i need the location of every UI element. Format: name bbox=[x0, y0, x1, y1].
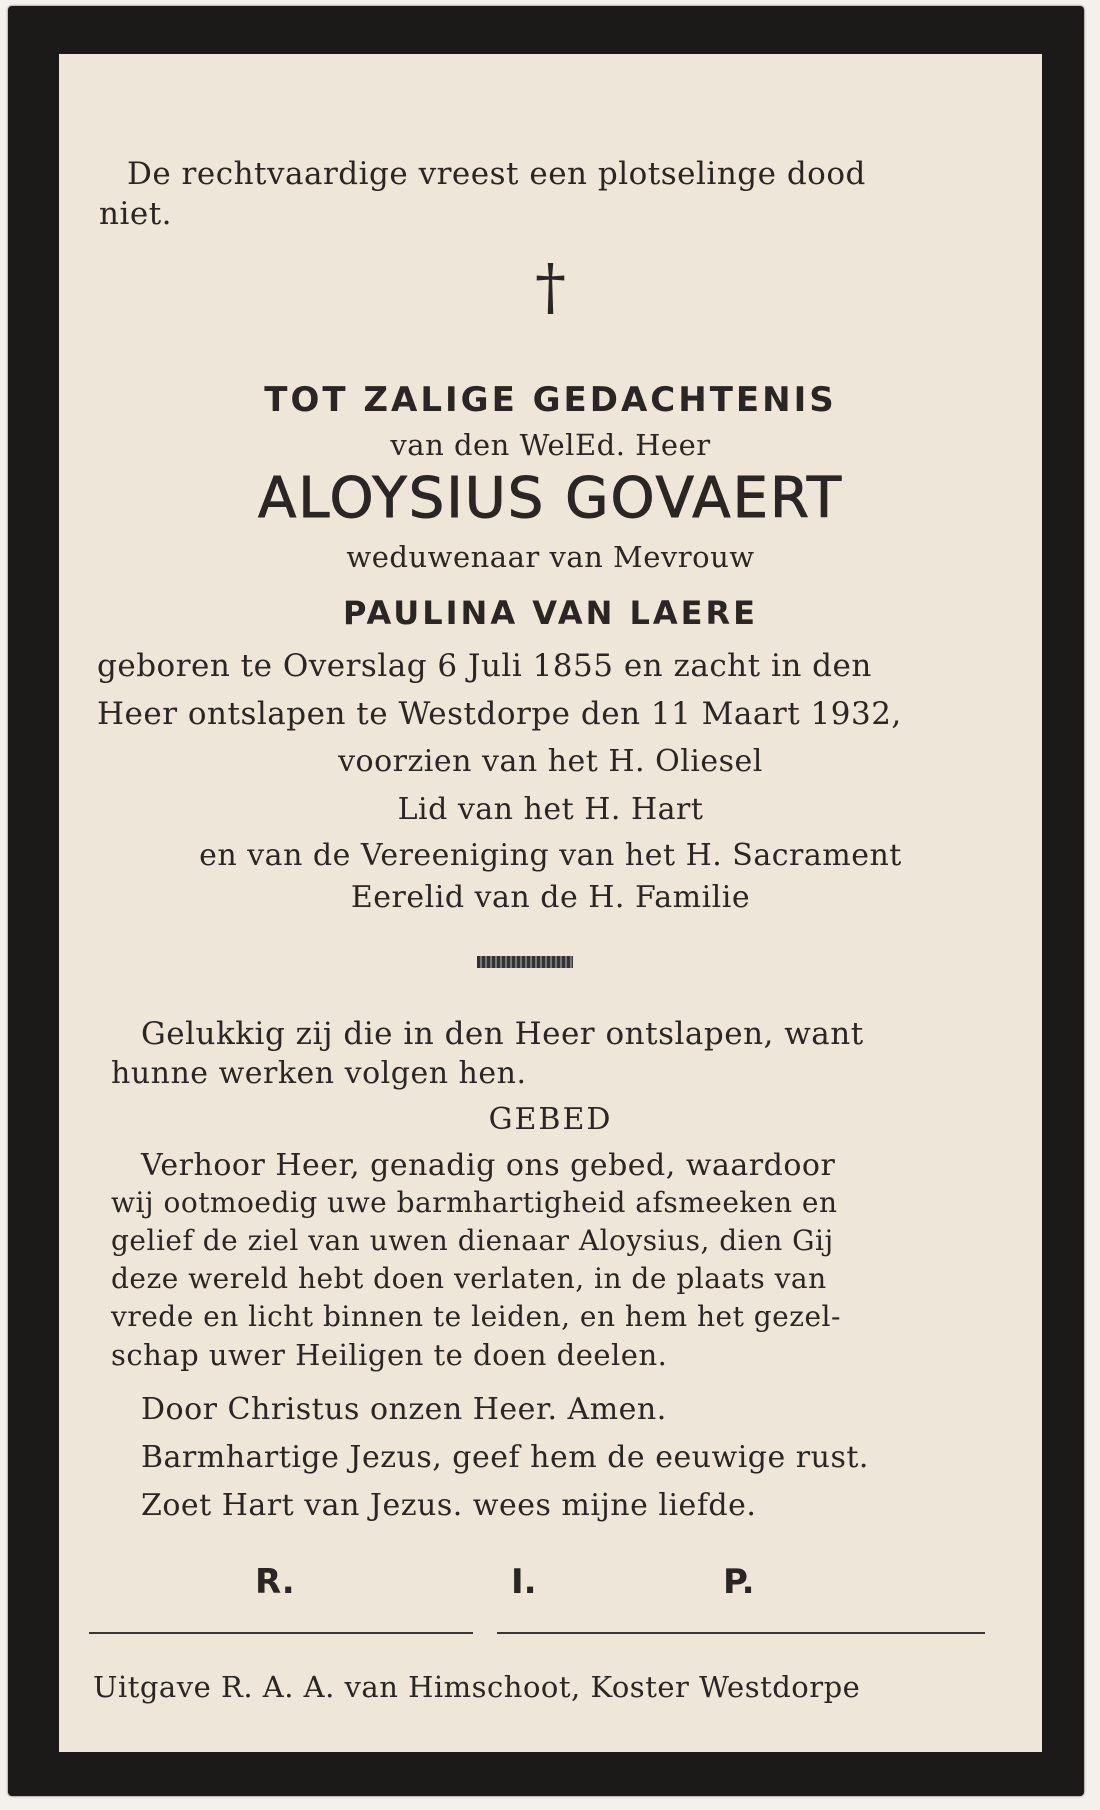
rip-r: R. bbox=[255, 1562, 295, 1602]
heading: TOT ZALIGE GEDACHTENIS bbox=[264, 380, 837, 420]
closing-line-1: Door Christus onzen Heer. Amen. bbox=[141, 1392, 667, 1427]
publisher-line: Uitgave R. A. A. van Himschoot, Koster Westdorpe bbox=[93, 1670, 861, 1704]
prayer-line-1: Verhoor Heer, genadig ons gebed, waardoor bbox=[141, 1148, 836, 1183]
verse-line-2: hunne werken volgen hen. bbox=[111, 1056, 527, 1091]
prayer-line-6: schap uwer Heiligen te doen deelen. bbox=[111, 1338, 668, 1372]
prayer-line-2: wij ootmoedig uwe barmhartigheid afsmeeken en bbox=[111, 1186, 838, 1219]
prayer-line-3: gelief de ziel van uwen dienaar Aloysius, dien Gij bbox=[111, 1224, 834, 1257]
verse-line-1: Gelukkig zij die in den Heer ontslapen, want bbox=[141, 1016, 864, 1052]
closing-line-3: Zoet Hart van Jezus. wees mijne liefde. bbox=[141, 1488, 757, 1523]
ornament-divider bbox=[477, 956, 573, 968]
spouse-name: PAULINA VAN LAERE bbox=[342, 594, 759, 632]
prayer-title: GEBED bbox=[488, 1102, 613, 1137]
prayer-line-4: deze wereld hebt doen verlaten, in de plaats van bbox=[111, 1262, 827, 1295]
bio-line-1: geboren te Overslag 6 Juli 1855 en zacht in den bbox=[97, 648, 872, 684]
cross-icon: † bbox=[535, 250, 566, 323]
rip-p: P. bbox=[723, 1562, 755, 1602]
card-paper bbox=[59, 54, 1042, 1752]
rip-i: I. bbox=[511, 1562, 537, 1602]
deceased-name: ALOYSIUS GOVAERT bbox=[257, 466, 844, 531]
memorial-card bbox=[8, 6, 1084, 1796]
relation: weduwenaar van Mevrouw bbox=[346, 540, 755, 574]
closing-line-2: Barmhartige Jezus, geef hem de eeuwige rust. bbox=[141, 1440, 869, 1475]
bio-line-5: en van de Vereeniging van het H. Sacrament bbox=[199, 838, 902, 873]
footer-rule-right bbox=[497, 1632, 985, 1634]
motto-line-1: De rechtvaardige vreest een plotselinge dood bbox=[127, 156, 866, 192]
bio-line-3: voorzien van het H. Oliesel bbox=[338, 744, 763, 779]
honorific: van den WelEd. Heer bbox=[390, 428, 711, 462]
bio-line-6: Eerelid van de H. Familie bbox=[350, 880, 751, 915]
bio-line-4: Lid van het H. Hart bbox=[397, 792, 704, 827]
bio-line-2: Heer ontslapen te Westdorpe den 11 Maart 1932, bbox=[97, 696, 902, 732]
footer-rule-left bbox=[89, 1632, 473, 1634]
prayer-line-5: vrede en licht binnen te leiden, en hem het gezel- bbox=[111, 1300, 841, 1333]
motto-line-2: niet. bbox=[99, 196, 173, 232]
